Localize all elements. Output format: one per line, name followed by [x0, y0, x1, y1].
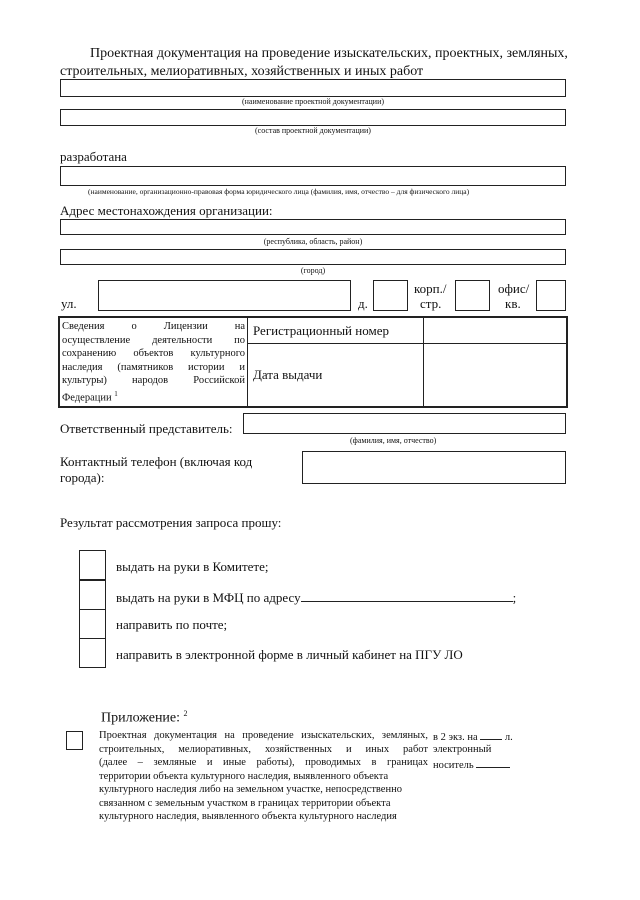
representative-caption: (фамилия, имя, отчество) — [350, 436, 437, 445]
option-committee-checkbox[interactable] — [79, 550, 106, 580]
appendix-line: (далее – земляные и иные работы), проводимых в границах — [99, 757, 428, 768]
developed-label: разработана — [60, 149, 127, 164]
carrier-row — [433, 757, 510, 773]
license-line-last — [62, 388, 245, 405]
title-line-1: Проектная документация на проведение изыскательских, проектных, земляных, — [90, 46, 568, 61]
license-table — [58, 316, 568, 408]
office-label-2: кв. — [505, 296, 521, 311]
appendix-line: строительных, мелиоративных, хозяйственных и иных работ — [99, 743, 428, 755]
license-line: осуществление деятельности по — [62, 334, 245, 346]
appendix-line: культурного наследия либо на земельном участке, непосредственно — [99, 784, 402, 795]
house-field[interactable] — [373, 280, 408, 311]
office-label: офис/ — [498, 281, 530, 296]
electronic-label: электронный — [433, 744, 492, 755]
option-committee-label: выдать на руки в Комитете; — [116, 559, 269, 574]
option-mfc-end: ; — [512, 590, 517, 605]
carrier-line[interactable] — [476, 757, 510, 768]
doc-name-caption: (наименование проектной документации) — [241, 97, 385, 106]
phone-label-1: Контактный телефон (включая код — [60, 454, 253, 469]
house-label: д. — [358, 296, 368, 311]
appendix-footnote: 2 — [183, 709, 188, 718]
issue-date-field[interactable] — [424, 343, 568, 407]
appendix-checkbox[interactable] — [66, 731, 83, 750]
appendix-line: Проектная документация на проведение изыскательских, земляных, — [99, 730, 428, 741]
street-field[interactable] — [98, 280, 351, 311]
option-mail-checkbox[interactable] — [79, 609, 106, 639]
phone-field[interactable] — [302, 451, 566, 484]
doc-content-caption: (состав проектной документации) — [255, 126, 371, 135]
appendix-heading — [101, 706, 188, 727]
reg-number-field[interactable] — [424, 317, 568, 343]
license-line: сохранению объектов культурного — [62, 348, 245, 359]
reg-number-label: Регистрационный номер — [248, 317, 424, 343]
region-caption: (республика, область, район) — [263, 237, 363, 246]
option-mfc-checkbox[interactable] — [79, 580, 106, 610]
issue-date-label: Дата выдачи — [248, 343, 424, 407]
copies-pages-line[interactable] — [480, 729, 502, 740]
license-description-cell — [59, 317, 248, 407]
office-field[interactable] — [536, 280, 566, 311]
doc-name-field[interactable] — [60, 79, 566, 97]
license-line: культуры) народов Российской — [62, 375, 245, 386]
appendix-line: территории объекта культурного наследия, выявленного объекта — [99, 770, 389, 782]
carrier-label: носитель — [433, 760, 474, 771]
license-line: Сведения о Лицензии на — [62, 321, 245, 332]
option-mfc-row — [116, 589, 516, 605]
license-footnote: 1 — [114, 389, 118, 398]
address-label: Адрес местонахождения организации: — [60, 203, 273, 218]
copies-label: в 2 экз. на — [433, 732, 478, 743]
license-line: наследия (памятников истории и — [62, 361, 245, 373]
result-label: Результат рассмотрения запроса прошу: — [60, 515, 282, 530]
appendix-line: связанном с земельным участком в границах территории объекта — [99, 797, 391, 809]
building-field[interactable] — [455, 280, 490, 311]
developer-caption: (наименование, организационно-правовая форма юридического лица (фамилия, имя, отчество – для физического лица) — [88, 187, 470, 196]
appendix-label: Приложение: — [101, 710, 181, 726]
building-label: корп./ — [414, 281, 447, 296]
phone-label-2: города): — [60, 470, 105, 485]
representative-label: Ответственный представитель: — [60, 421, 233, 436]
license-last-word: Федерации — [62, 392, 112, 403]
option-mail-label: направить по почте; — [116, 617, 228, 632]
street-label: ул. — [61, 296, 77, 311]
building-label-2: стр. — [420, 296, 442, 311]
mfc-address-line[interactable] — [301, 589, 513, 602]
developer-field[interactable] — [60, 166, 566, 186]
region-field[interactable] — [60, 219, 566, 235]
city-caption: (город) — [300, 266, 326, 275]
option-online-label: направить в электронной форме в личный кабинет на ПГУ ЛО — [116, 647, 463, 662]
title-line-2: строительных, мелиоративных, хозяйственных и иных работ — [60, 64, 424, 79]
doc-content-field[interactable] — [60, 109, 566, 126]
city-field[interactable] — [60, 249, 566, 265]
copies-unit: л. — [504, 732, 513, 743]
option-mfc-label: выдать на руки в МФЦ по адресу — [116, 590, 301, 605]
appendix-line: культурного наследия, выявленного объекта культурного наследия — [99, 811, 397, 822]
appendix-text — [99, 729, 428, 824]
option-online-checkbox[interactable] — [79, 638, 106, 668]
representative-field[interactable] — [243, 413, 566, 434]
